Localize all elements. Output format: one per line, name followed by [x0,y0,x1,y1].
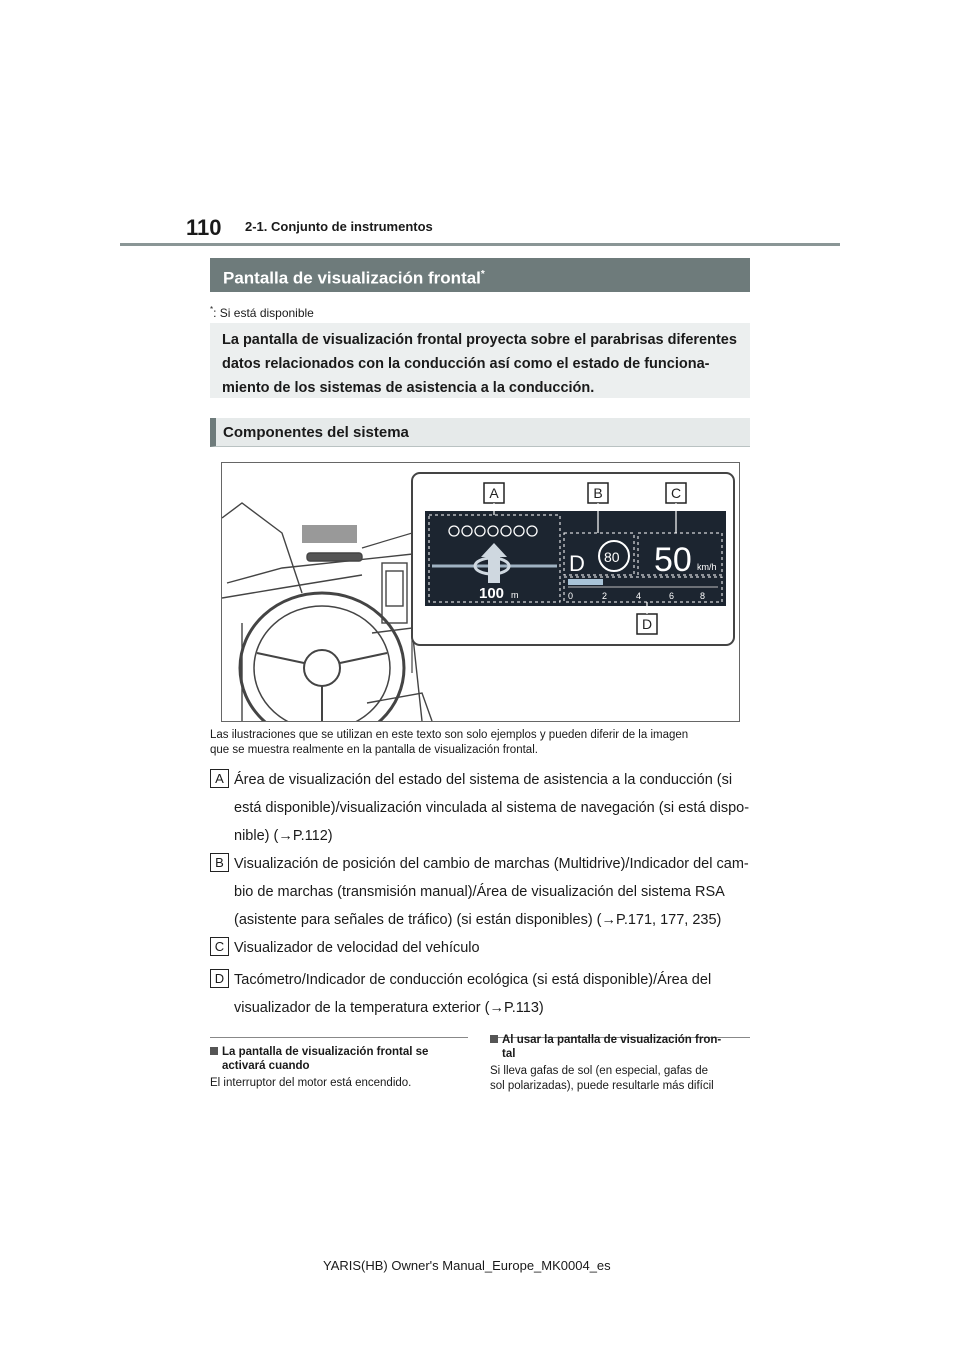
callout-c: C [670,485,682,501]
tacho-tick: 0 [568,591,574,601]
note-right [490,1033,752,1094]
speed-value: 50 [654,541,692,579]
chapter-title: 2-1. Conjunto de instrumentos [245,219,433,234]
item-line: Tacómetro/Indicador de conducción ecológica (si está disponible)/Área del [234,972,712,988]
item-line: Visualización de posición del cambio de marchas (Multidrive)/Indicador del cam- [234,856,749,872]
tacho-tick: 4 [636,591,642,601]
item-line: está disponible)/visualización vinculada al sistema de navegación (si está dispo- [234,800,750,816]
item-b [210,852,750,932]
intro-line: miento de los sistemas de asistencia a la conducción. [222,380,595,396]
footnote-mark: * [210,305,214,314]
item-a [210,768,750,848]
item-line: (asistente para señales de tráfico) (si están disponibles) (→P.171, 177, 235) [234,912,722,928]
item-badge: C [210,937,229,956]
note-left [210,1045,468,1091]
footer-text: YARIS(HB) Owner's Manual_Europe_MK0004_es [323,1258,611,1273]
caption-line: que se muestra realmente en la pantalla de visualización frontal. [210,744,538,756]
section-banner [210,258,750,292]
item-badge: B [210,853,229,872]
callout-d: D [641,616,653,632]
bullet-square-icon [210,1047,218,1055]
figure-caption [210,728,750,758]
hud-illustration [221,462,740,722]
header-rule [120,243,840,246]
tacho-tick: 6 [669,591,675,601]
item-badge: A [210,769,229,788]
section-heading: Componentes del sistema [210,418,750,447]
distance-value: 100 [479,585,505,602]
tacho-tick: 2 [602,591,608,601]
item-line: bio de marchas (transmisión manual)/Área de visualización del sistema RSA [234,884,725,900]
bullet-square-icon [490,1035,498,1043]
caption-line: Las ilustraciones que se utilizan en este texto son solo ejemplos y pueden diferir de la imagen [210,729,689,741]
note-text: Si lleva gafas de sol (en especial, gafas de [490,1065,708,1077]
speed-limit-sign: 80 [604,549,620,565]
intro-box [210,323,750,398]
callout-b: B [593,485,603,501]
footnote-text: : Si está disponible [213,306,314,320]
note-text: sol polarizadas), puede resultarle más difícil [490,1080,714,1092]
speed-unit: km/h [697,562,717,572]
column-rule-left [210,1037,468,1038]
callout-a: A [489,485,499,501]
banner-title: Pantalla de visualización frontal [223,268,481,288]
item-line: Visualizador de velocidad del vehículo [234,940,480,956]
gear-indicator: D [569,551,585,576]
note-heading: Al usar la pantalla de visualización fron- [502,1034,722,1046]
banner-mark: * [480,269,485,280]
note-heading: tal [502,1048,516,1060]
note-heading: activará cuando [222,1060,310,1072]
item-badge: D [210,969,229,988]
item-line: nible) (→P.112) [234,828,333,844]
intro-line: La pantalla de visualización frontal proyecta sobre el parabrisas diferentes [222,332,737,348]
item-d [210,968,750,1020]
note-text: El interruptor del motor está encendido. [210,1077,412,1089]
distance-unit: m [511,590,519,600]
note-heading: La pantalla de visualización frontal se [222,1046,429,1058]
item-c [210,936,750,960]
tacho-tick: 8 [700,591,706,601]
intro-line: datos relacionados con la conducción así como el estado de funciona- [222,356,710,372]
item-line: visualizador de la temperatura exterior (→P.113) [234,1000,544,1016]
availability-footnote [210,305,314,320]
page-number: 110 [186,215,222,240]
hud-figure-svg [222,463,739,721]
item-line: Área de visualización del estado del sistema de asistencia a la conducción (si [234,772,733,788]
hud-projection-patch [302,525,357,543]
